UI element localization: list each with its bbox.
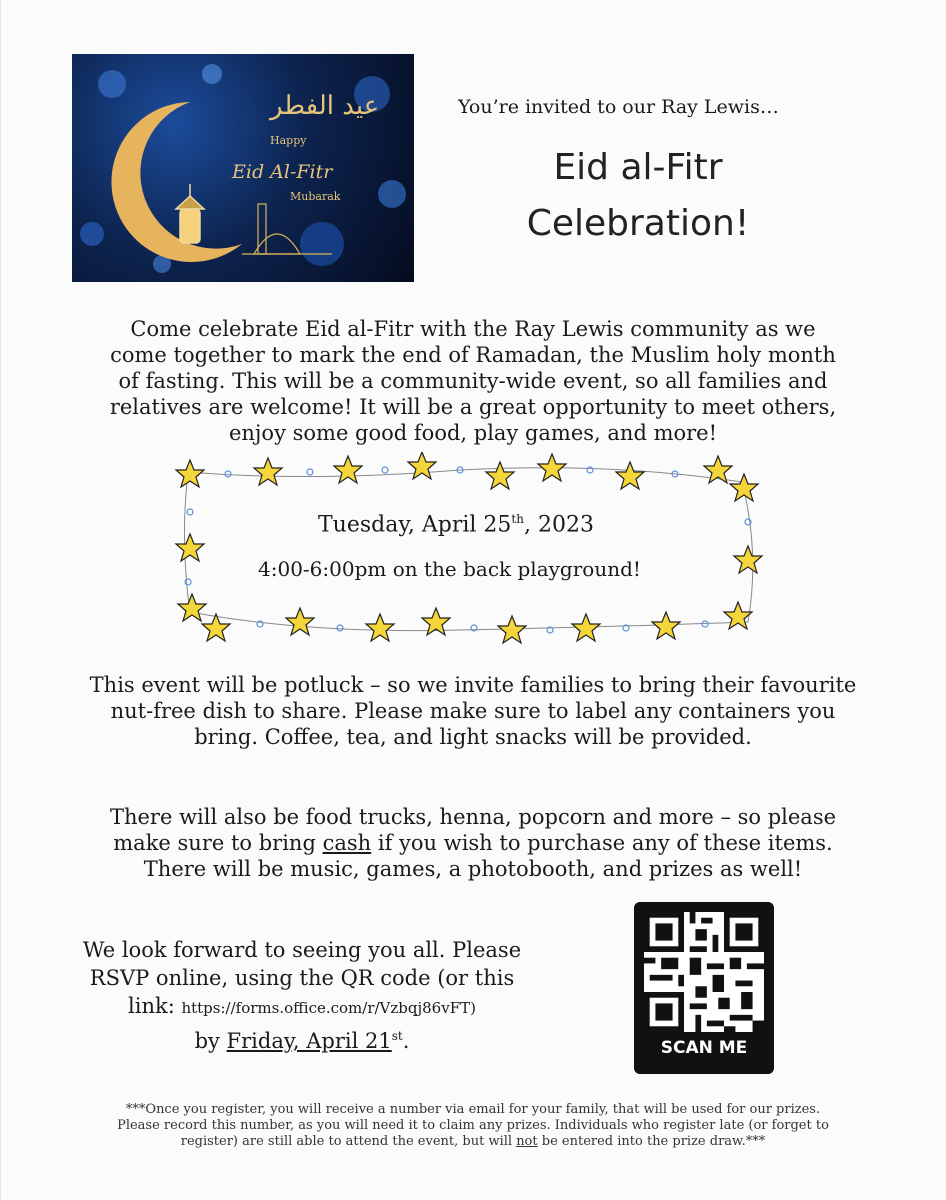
footnote-text: register) are still able to attend the event, but will bbox=[180, 1134, 517, 1149]
rsvp-link-prefix: link: bbox=[128, 994, 182, 1018]
footnote-line: ***Once you register, you will receive a number via email for your family, that will be used for our prizes. bbox=[125, 1102, 821, 1117]
potluck-line: bring. Coffee, tea, and light snacks will be provided. bbox=[194, 725, 752, 749]
rsvp-deadline-line bbox=[52, 1022, 552, 1055]
crescent-moon-icon bbox=[111, 102, 242, 262]
rsvp-line: RSVP online, using the QR code (or this bbox=[89, 966, 515, 990]
event-date bbox=[318, 512, 594, 537]
footnote-line: Please record this number, as you will need it to claim any prizes. Individuals who register late (or forget to bbox=[117, 1118, 829, 1133]
mubarak-text: Mubarak bbox=[290, 190, 341, 203]
qr-pattern-icon bbox=[644, 912, 764, 1032]
calligraphy-text: عيد الفطر bbox=[270, 91, 380, 121]
footnote bbox=[50, 1102, 896, 1150]
footnote-not: not bbox=[516, 1134, 538, 1149]
rsvp-period: . bbox=[402, 1029, 410, 1053]
extras-line: There will also be food trucks, henna, popcorn and more – so please bbox=[109, 805, 837, 829]
rsvp-by: by bbox=[194, 1029, 227, 1053]
eid-banner-image bbox=[72, 54, 414, 282]
extras-line: There will be music, games, a photobooth, and prizes as well! bbox=[143, 857, 803, 881]
rsvp-link[interactable]: https://forms.office.com/r/Vzbqj86vFT) bbox=[181, 999, 476, 1017]
cash-emphasis: cash bbox=[322, 831, 372, 855]
event-time: 4:00-6:00pm on the back playground! bbox=[258, 557, 641, 581]
intro-line: relatives are welcome! It will be a great opportunity to meet others, bbox=[109, 395, 837, 419]
intro-line: of fasting. This will be a community-wide event, so all families and bbox=[118, 369, 828, 393]
eid-text: Eid Al-Fitr bbox=[232, 161, 333, 183]
extras-paragraph bbox=[40, 804, 906, 882]
potluck-line: This event will be potluck – so we invite families to bring their favourite bbox=[89, 673, 857, 697]
potluck-paragraph bbox=[40, 672, 906, 750]
star-garland-frame bbox=[160, 452, 780, 652]
rsvp-paragraph bbox=[52, 936, 552, 1055]
rsvp-deadline: Friday, April 21 bbox=[226, 1029, 392, 1053]
invite-line: You’re invited to our Ray Lewis… bbox=[458, 96, 779, 118]
rsvp-deadline-suffix: st bbox=[391, 1029, 403, 1043]
qr-scan-label: SCAN ME bbox=[660, 1038, 748, 1058]
extras-line bbox=[40, 830, 906, 856]
title-line-1: Eid al-Fitr bbox=[553, 147, 723, 188]
title-line-2: Celebration! bbox=[526, 203, 750, 244]
intro-line: come together to mark the end of Ramadan, the Muslim holy month bbox=[110, 343, 836, 367]
event-date-year: , 2023 bbox=[523, 512, 594, 538]
intro-line: enjoy some good food, play games, and more! bbox=[228, 421, 718, 445]
extras-text: if you wish to purchase any of these items. bbox=[371, 831, 833, 855]
event-date-main: Tuesday, April 25 bbox=[318, 512, 512, 538]
footnote-text: be entered into the prize draw.*** bbox=[537, 1134, 766, 1149]
footnote-line bbox=[50, 1134, 896, 1150]
rsvp-line: We look forward to seeing you all. Please bbox=[82, 938, 522, 962]
rsvp-link-line bbox=[52, 992, 552, 1022]
qr-code[interactable] bbox=[634, 902, 774, 1074]
lantern-icon bbox=[176, 184, 204, 243]
potluck-line: nut-free dish to share. Please make sure to label any containers you bbox=[110, 699, 836, 723]
intro-line: Come celebrate Eid al-Fitr with the Ray Lewis community as we bbox=[130, 317, 816, 341]
event-date-suffix: th bbox=[511, 512, 524, 526]
happy-text: Happy bbox=[270, 134, 307, 147]
intro-paragraph bbox=[40, 316, 906, 446]
page-title bbox=[468, 140, 808, 252]
extras-text: make sure to bring bbox=[113, 831, 323, 855]
